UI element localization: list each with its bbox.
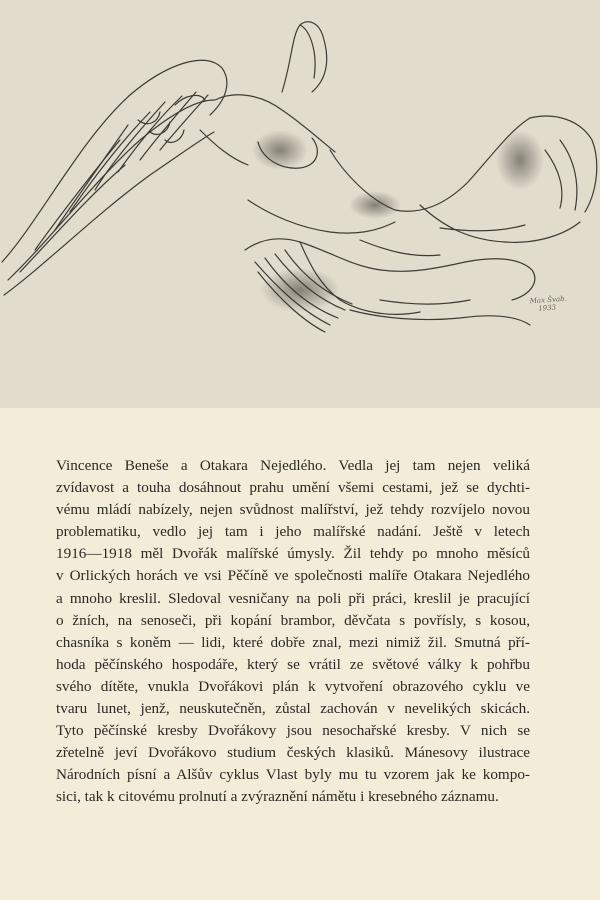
text-line: Národních písní a Alšův cyklus Vlast byly mu tu vzorem jak ke kompo- bbox=[56, 766, 530, 784]
text-line: zvídavost a touha dosáhnout prahu umění všemi cestami, jež se dychti- bbox=[56, 479, 530, 497]
text-line: svého dítěte, vnukla Dvořákovi plán k vytvoření obrazového cyklu ve bbox=[56, 677, 530, 695]
artist-signature: Max Švab. 1933 bbox=[529, 294, 568, 313]
illustration-plate bbox=[0, 0, 600, 408]
text-line: Vincence Beneše a Otakara Nejedlého. Vedla jej tam nejen veliká bbox=[56, 457, 530, 474]
text-line: Tyto pěčínské kresby Dvořákovy jsou nesochařské kresby. V nich se bbox=[56, 722, 530, 740]
text-line: zřetelně jeví Dvořákovo studium českých klasiků. Mánesovy ilustrace bbox=[56, 744, 530, 762]
text-line: vému mládí nabízely, nejen svůdnost malířství, jež tehdy rozvíjelo novou bbox=[56, 501, 530, 519]
text-line: chasníka s koněm — lidi, které dobře znal, mezi nimiž žil. Smutná pří- bbox=[56, 633, 530, 651]
text-line: hoda pěčínského hospodáře, který se vrátil ze světové války k pohřbu bbox=[56, 655, 530, 673]
text-line: o žních, na senoseči, při kopání brambor, děvčata s povřísly, s kosou, bbox=[56, 611, 530, 629]
winged-figure-drawing bbox=[0, 0, 600, 408]
text-line: v Orlických horách ve vsi Pěčíně ve společnosti malíře Otakara Nejedlého bbox=[56, 567, 530, 585]
text-line: 1916—1918 měl Dvořák malířské úmysly. Žil tehdy po mnoho měsíců bbox=[56, 545, 530, 563]
text-line: problematiku, vedlo jej tam i jeho malířské nadání. Ještě v letech bbox=[56, 523, 530, 541]
text-line: sici, tak k citovému prolnutí a zvýraznění námětu i kresebného záznamu. bbox=[56, 788, 499, 806]
text-line: a mnoho kreslil. Sledoval vesničany na poli při práci, kreslil je pracující bbox=[56, 589, 530, 607]
body-text bbox=[56, 455, 530, 809]
text-line: tvaru lunet, jenž, neuskutečněn, zůstal zachován v nevelikých skicách. bbox=[56, 700, 530, 718]
